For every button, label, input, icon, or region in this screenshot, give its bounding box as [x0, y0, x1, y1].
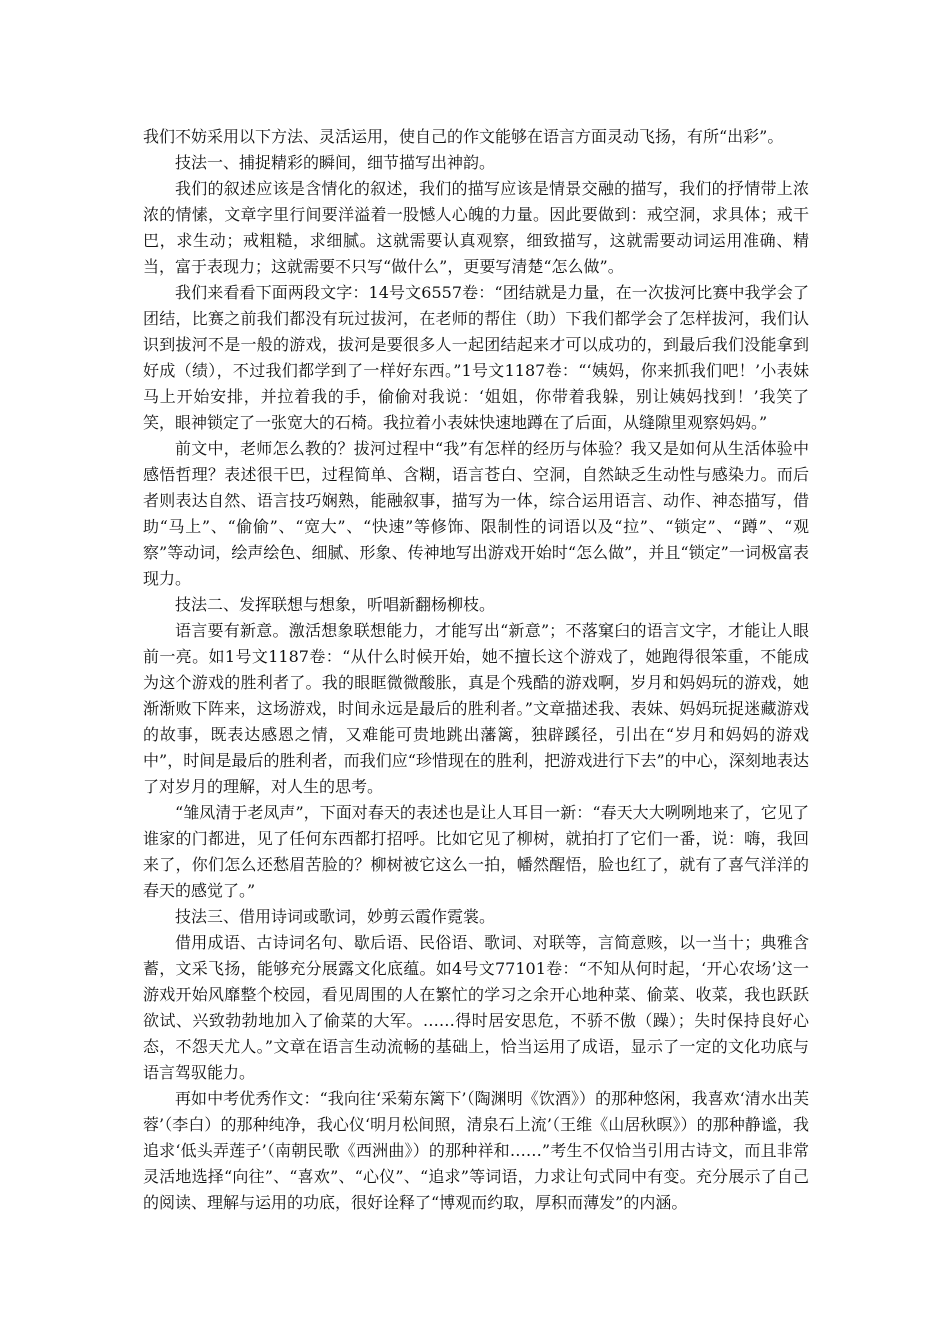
- technique-one-heading: 技法一、捕捉精彩的瞬间，细节描写出神韵。: [175, 153, 496, 172]
- example-paragraph: 我们来看看下面两段文字：14号文6557卷：“团结就是力量，在一次拔河比赛中我学会了团结，比赛之前我们都没有玩过拔河，在老师的帮住（助）下我们都学会了怎样拔河，我们认识到拔河不是一般的游戏，拔河是要很多人一起团结起来才可以成功的，到最后我们没能拿到好成（绩），不过我们都学到了一样好东西。”1号文1187卷：“‘姨妈，你来抓我们吧！’小表妹马上开始安排，并拉着我的手，偷偷对我说：‘姐姐，你带着我躲，别让姨妈找到！’我笑了笑，眼神锁定了一张宽大的石椅。我拉着小表妹快速地蹲在了后面，从缝隙里观察妈妈。”: [143, 283, 809, 432]
- technique-three-heading: 技法三、借用诗词或歌词，妙剪云霞作霓裳。: [175, 907, 496, 926]
- technique-three-paragraph: 借用成语、古诗词名句、歇后语、民俗语、歌词、对联等，言简意赅，以一当十；典雅含蓄，文采飞扬，能够充分展露文化底蕴。如4号文77101卷：“不知从何时起，‘开心农场’这一游戏开始风靡整个校园，看见周围的人在繁忙的学习之余开心地种菜、偷菜、收菜，我也跃跃欲试、兴致勃勃地加入了偷菜的大军。……得时居安思危，不骄不傲（躁）；失时保持良好心态，不怨天尤人。”文章在语言生动流畅的基础上，恰当运用了成语，显示了一定的文化功底与语言驾驭能力。: [143, 933, 809, 1082]
- intro-paragraph: 我们不妨采用以下方法、灵活运用，使自己的作文能够在语言方面灵动飞扬，有所“出彩”。: [143, 127, 784, 146]
- analysis-paragraph: 前文中，老师怎么教的？拔河过程中“我”有怎样的经历与体验？我又是如何从生活体验中感悟哲理？表述很干巴，过程简单、含糊，语言苍白、空洞，自然缺乏生动性与感染力。而后者则表达自然、语言技巧娴熟，能融叙事，描写为一体，综合运用语言、动作、神态描写，借助“马上”、“偷偷”、“宽大”、“快速”等修饰、限制性的词语以及“拉”、“锁定”、“蹲”、“观察”等动词，绘声绘色、细腻、形象、传神地写出游戏开始时“怎么做”，并且“锁定”一词极富表现力。: [143, 439, 809, 588]
- technique-two-paragraph: 语言要有新意。激活想象联想能力，才能写出“新意”；不落窠臼的语言文字，才能让人眼前一亮。如1号文1187卷：“从什么时候开始，她不擅长这个游戏了，她跑得很笨重，不能成为这个游戏的胜利者了。我的眼眶微微酸胀，真是个残酷的游戏啊，岁月和妈妈玩的游戏，她渐渐败下阵来，这场游戏，时间永远是最后的胜利者。”文章描述我、表妹、妈妈玩捉迷藏游戏的故事，既表达感恩之情，又难能可贵地跳出藩篱，独辟蹊径，引出在“岁月和妈妈的游戏中”，时间是最后的胜利者，而我们应“珍惜现在的胜利，把游戏进行下去”的中心，深刻地表达了对岁月的理解，对人生的思考。: [143, 621, 809, 796]
- technique-two-heading: 技法二、发挥联想与想象，听唱新翻杨柳枝。: [175, 595, 496, 614]
- technique-one-paragraph: 我们的叙述应该是含情化的叙述，我们的描写应该是情景交融的描写，我们的抒情带上浓浓的情愫，文章字里行间要洋溢着一股憾人心魄的力量。因此要做到：戒空洞，求具体；戒干巴，求生动；戒粗糙，求细腻。这就需要认真观察，细致描写，这就需要动词运用准确、精当，富于表现力；这就需要不只写“做什么”，更要写清楚“怎么做”。: [143, 179, 809, 276]
- spring-example-paragraph: “雏凤清于老凤声”，下面对春天的表述也是让人耳目一新：“春天大大咧咧地来了，它见了谁家的门都进，见了任何东西都打招呼。比如它见了柳树，就拍打了它们一番，说：嗨，我回来了，你们怎么还愁眉苦脸的？柳树被它这么一拍，幡然醒悟，脸也红了，就有了喜气洋洋的春天的感觉了。”: [143, 803, 809, 900]
- poetry-example-paragraph: 再如中考优秀作文：“我向往‘采菊东篱下’（陶渊明《饮酒》）的那种悠闲，我喜欢‘清水出芙蓉’（李白）的那种纯净，我心仪‘明月松间照，清泉石上流’（王维《山居秋暝》）的那种静谧，我追求‘低头弄莲子’（南朝民歌《西洲曲》）的那种祥和……”考生不仅恰当引用古诗文，而且非常灵活地选择“向往”、“喜欢”、“心仪”、“追求”等词语，力求让句式同中有变。充分展示了自己的阅读、理解与运用的功底，很好诠释了“博观而约取，厚积而薄发”的内涵。: [143, 1089, 809, 1212]
- document-body: [143, 124, 809, 1216]
